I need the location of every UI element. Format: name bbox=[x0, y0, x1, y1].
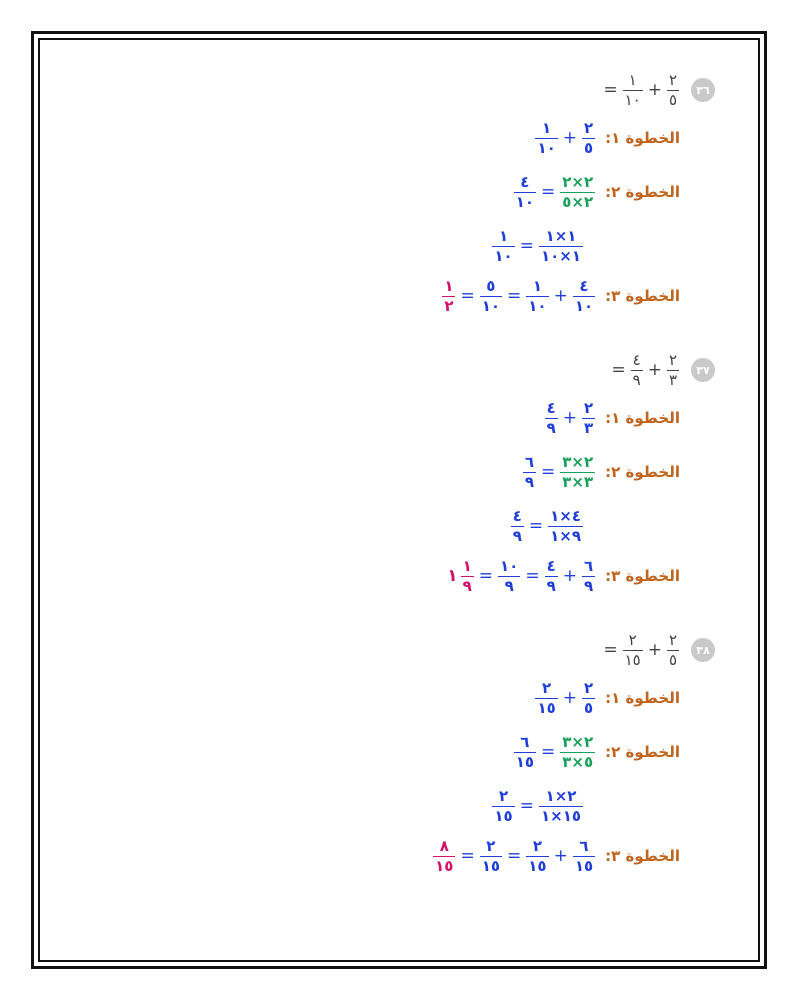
step-label: الخطوة ١: bbox=[605, 409, 680, 427]
fraction bbox=[492, 228, 514, 265]
equals-sign: = bbox=[541, 742, 556, 762]
equals-sign: = bbox=[603, 640, 618, 660]
denominator: ٩ bbox=[504, 576, 514, 595]
denominator: ٢ bbox=[444, 296, 454, 315]
step-2b-line bbox=[490, 224, 585, 268]
denominator: ١٥ bbox=[435, 856, 454, 875]
denominator: ٩ bbox=[524, 472, 535, 491]
numerator: ٢ bbox=[532, 836, 543, 855]
numerator: ٢×٣ bbox=[562, 452, 594, 471]
denominator: ٩ bbox=[512, 526, 522, 545]
math-expression bbox=[490, 788, 585, 825]
equals-sign: = bbox=[519, 236, 534, 256]
fraction bbox=[573, 278, 595, 315]
numerator: ٦ bbox=[579, 836, 589, 855]
denominator: ٣ bbox=[584, 418, 594, 437]
step-label: الخطوة ٣: bbox=[605, 847, 680, 865]
fraction bbox=[526, 278, 548, 315]
step-2b-line bbox=[509, 504, 585, 548]
plus-sign: + bbox=[562, 128, 577, 148]
denominator: ٥ bbox=[584, 698, 594, 717]
fraction bbox=[514, 174, 536, 211]
whole-number: ١ bbox=[447, 566, 458, 586]
step-1-line bbox=[533, 676, 680, 720]
math-expression bbox=[533, 680, 597, 717]
denominator: ٩×١ bbox=[550, 526, 581, 545]
step-label: الخطوة ٣: bbox=[605, 287, 680, 305]
fraction bbox=[539, 788, 583, 825]
step-3-line bbox=[447, 554, 680, 598]
numerator: ٢ bbox=[584, 678, 594, 697]
question-fraction-b bbox=[623, 72, 643, 109]
numerator: ٥ bbox=[486, 276, 496, 295]
math-expression bbox=[447, 558, 597, 595]
final-answer bbox=[440, 278, 457, 315]
denominator: ٥×٣ bbox=[562, 752, 594, 771]
step-3-line bbox=[431, 834, 680, 878]
fraction bbox=[560, 734, 595, 771]
denominator: ١٥ bbox=[574, 856, 594, 875]
numerator: ١٠ bbox=[500, 556, 519, 575]
step-1-line bbox=[543, 396, 680, 440]
final-answer bbox=[447, 558, 476, 595]
equals-sign: = bbox=[478, 566, 494, 586]
step-2-line bbox=[521, 450, 680, 494]
fraction bbox=[582, 558, 595, 595]
denominator: ٣ bbox=[668, 370, 677, 389]
denominator: ١٠ bbox=[494, 246, 513, 265]
step-label: الخطوة ٢: bbox=[605, 743, 680, 761]
question-fraction-b bbox=[623, 632, 643, 669]
fraction bbox=[548, 508, 583, 545]
denominator: ١٠ bbox=[537, 138, 556, 157]
equals-sign: = bbox=[460, 286, 475, 306]
equals-sign: = bbox=[603, 80, 618, 100]
numerator: ٨ bbox=[439, 836, 449, 855]
step-label: الخطوة ١: bbox=[605, 689, 680, 707]
fraction bbox=[582, 400, 595, 437]
numerator: ٦ bbox=[520, 732, 530, 751]
question-fraction-a bbox=[667, 352, 679, 389]
math-expression bbox=[512, 174, 597, 211]
numerator: ١ bbox=[628, 70, 637, 89]
numerator: ٦ bbox=[584, 556, 594, 575]
denominator: ١٥ bbox=[515, 752, 535, 771]
numerator: ٤×١ bbox=[550, 506, 581, 525]
fraction bbox=[560, 174, 595, 211]
numerator: ٢ bbox=[486, 836, 496, 855]
numerator: ٤ bbox=[632, 350, 641, 369]
math-expression bbox=[600, 72, 681, 109]
denominator: ١٠ bbox=[624, 90, 641, 109]
math-expression bbox=[512, 734, 597, 771]
math-expression bbox=[440, 278, 597, 315]
plus-sign: + bbox=[553, 846, 568, 866]
denominator: ١٥ bbox=[528, 856, 547, 875]
denominator: ١٥ bbox=[481, 856, 501, 875]
equals-sign: = bbox=[541, 462, 556, 482]
final-fraction bbox=[461, 558, 474, 595]
fraction bbox=[514, 734, 536, 771]
numerator: ١ bbox=[462, 556, 472, 575]
question-line bbox=[600, 70, 715, 110]
step-label: الخطوة ٣: bbox=[605, 567, 680, 585]
question-number-badge: ٣٨ bbox=[691, 638, 715, 662]
equals-sign: = bbox=[507, 846, 522, 866]
equals-sign: = bbox=[528, 516, 544, 536]
numerator: ٤ bbox=[546, 556, 556, 575]
question-number-badge: ٣٧ bbox=[691, 358, 715, 382]
fraction bbox=[480, 838, 502, 875]
numerator: ٢ bbox=[584, 398, 594, 417]
denominator: ٥ bbox=[584, 138, 594, 157]
equals-sign: = bbox=[519, 796, 534, 816]
step-label: الخطوة ٢: bbox=[605, 463, 680, 481]
equals-sign: = bbox=[611, 360, 626, 380]
question-number-badge: ٣٦ bbox=[691, 78, 715, 102]
numerator: ٢ bbox=[498, 786, 509, 805]
denominator: ١×١٠ bbox=[540, 246, 581, 265]
denominator: ٣×٣ bbox=[562, 472, 594, 491]
numerator: ١ bbox=[532, 276, 543, 295]
denominator: ٢×٥ bbox=[562, 192, 594, 211]
numerator: ٢ bbox=[542, 678, 552, 697]
question-fraction-b bbox=[631, 352, 643, 389]
plus-sign: + bbox=[562, 408, 577, 428]
fraction bbox=[511, 508, 524, 545]
denominator: ٩ bbox=[462, 576, 472, 595]
final-fraction bbox=[442, 278, 455, 315]
plus-sign: + bbox=[647, 640, 662, 660]
question-fraction-a bbox=[667, 632, 679, 669]
numerator: ١ bbox=[444, 276, 454, 295]
numerator: ٢ bbox=[584, 118, 594, 137]
fraction bbox=[545, 400, 558, 437]
step-3-line bbox=[440, 274, 680, 318]
math-expression bbox=[600, 632, 681, 669]
step-2-line bbox=[512, 170, 680, 214]
fraction bbox=[582, 120, 595, 157]
denominator: ٩ bbox=[584, 576, 594, 595]
denominator: ٥ bbox=[668, 650, 677, 669]
numerator: ٦ bbox=[524, 452, 535, 471]
plus-sign: + bbox=[553, 286, 568, 306]
denominator: ٩ bbox=[546, 576, 556, 595]
final-fraction bbox=[433, 838, 455, 875]
numerator: ١ bbox=[498, 226, 509, 245]
step-1-line bbox=[533, 116, 680, 160]
step-2b-line bbox=[490, 784, 585, 828]
question-line bbox=[608, 350, 715, 390]
fraction bbox=[535, 120, 557, 157]
denominator: ١٥ bbox=[537, 698, 556, 717]
numerator: ٤ bbox=[579, 276, 589, 295]
denominator: ١٠ bbox=[574, 296, 594, 315]
numerator: ٢ bbox=[628, 630, 637, 649]
denominator: ١٥ bbox=[494, 806, 513, 825]
final-answer bbox=[431, 838, 457, 875]
denominator: ١٥×١ bbox=[540, 806, 581, 825]
question-line bbox=[600, 630, 715, 670]
fraction bbox=[480, 278, 502, 315]
fraction bbox=[539, 228, 583, 265]
denominator: ٩ bbox=[632, 370, 641, 389]
plus-sign: + bbox=[562, 688, 577, 708]
numerator: ٤ bbox=[512, 506, 522, 525]
numerator: ١ bbox=[542, 118, 552, 137]
numerator: ٢ bbox=[668, 630, 677, 649]
math-expression bbox=[509, 508, 585, 545]
numerator: ٢×١ bbox=[545, 786, 577, 805]
question-fraction-a bbox=[667, 72, 679, 109]
equals-sign: = bbox=[541, 182, 556, 202]
numerator: ٢×٢ bbox=[562, 172, 594, 191]
fraction bbox=[535, 680, 557, 717]
numerator: ٤ bbox=[546, 398, 556, 417]
math-expression bbox=[533, 120, 597, 157]
equals-sign: = bbox=[525, 566, 540, 586]
fraction bbox=[582, 680, 595, 717]
numerator: ١×١ bbox=[545, 226, 577, 245]
numerator: ٢ bbox=[668, 350, 677, 369]
numerator: ٢×٣ bbox=[562, 732, 594, 751]
numerator: ٤ bbox=[520, 172, 530, 191]
math-expression bbox=[543, 400, 598, 437]
denominator: ٩ bbox=[546, 418, 556, 437]
fraction bbox=[526, 838, 548, 875]
fraction bbox=[560, 454, 595, 491]
math-expression bbox=[608, 352, 681, 389]
fraction bbox=[492, 788, 514, 825]
step-2-line bbox=[512, 730, 680, 774]
step-label: الخطوة ١: bbox=[605, 129, 680, 147]
fraction bbox=[498, 558, 520, 595]
plus-sign: + bbox=[647, 80, 662, 100]
denominator: ١٥ bbox=[624, 650, 641, 669]
plus-sign: + bbox=[647, 360, 662, 380]
fraction bbox=[573, 838, 595, 875]
plus-sign: + bbox=[562, 566, 577, 586]
step-label: الخطوة ٢: bbox=[605, 183, 680, 201]
denominator: ٥ bbox=[668, 90, 677, 109]
equals-sign: = bbox=[460, 846, 475, 866]
fraction bbox=[545, 558, 558, 595]
denominator: ١٠ bbox=[515, 192, 535, 211]
math-expression bbox=[521, 454, 597, 491]
math-expression bbox=[490, 228, 585, 265]
numerator: ٢ bbox=[668, 70, 677, 89]
equals-sign: = bbox=[507, 286, 522, 306]
denominator: ١٠ bbox=[481, 296, 501, 315]
fraction bbox=[523, 454, 536, 491]
math-expression bbox=[431, 838, 597, 875]
denominator: ١٠ bbox=[528, 296, 547, 315]
